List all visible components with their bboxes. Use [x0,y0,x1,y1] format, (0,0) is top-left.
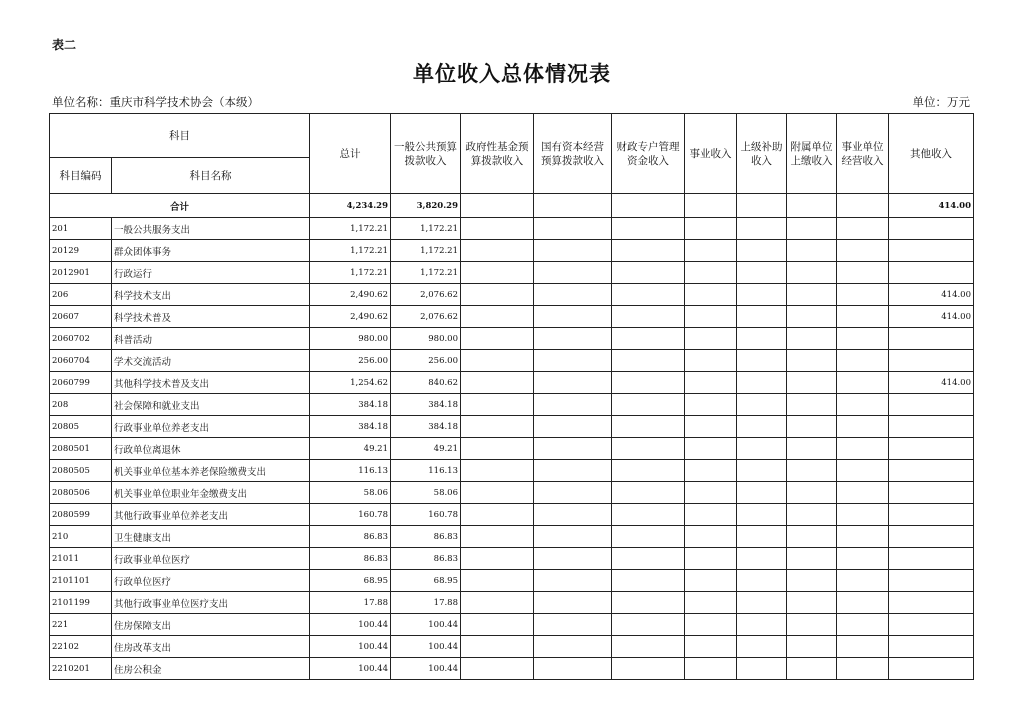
unit-name: 单位名称：重庆市科学技术协会（本级） [52,95,259,109]
row-name: 科学技术普及 [112,306,310,328]
row-other [889,504,974,526]
table-row [50,438,974,460]
total-other: 414.00 [889,194,974,218]
row-name: 其他科学技术普及支出 [112,372,310,394]
currency-unit: 单位：万元 [912,95,970,109]
row-general: 58.06 [391,482,461,504]
row-code: 21011 [50,548,112,570]
row-other [889,526,974,548]
row-general: 384.18 [391,394,461,416]
row-other [889,350,974,372]
table-row [50,416,974,438]
table-row [50,240,974,262]
row-total: 116.13 [310,460,391,482]
row-general: 980.00 [391,328,461,350]
row-code: 2101199 [50,592,112,614]
row-total: 2,490.62 [310,306,391,328]
page-title: 单位收入总体情况表 [413,61,611,86]
row-general: 49.21 [391,438,461,460]
header-other: 其他收入 [889,114,974,194]
row-general: 1,172.21 [391,218,461,240]
row-total: 100.44 [310,636,391,658]
row-other [889,592,974,614]
row-general: 100.44 [391,658,461,680]
row-code: 2080599 [50,504,112,526]
row-name: 卫生健康支出 [112,526,310,548]
header-gov-fund: 政府性基金预算拨款收入 [461,114,534,194]
row-total: 1,172.21 [310,218,391,240]
table-row [50,504,974,526]
row-total: 1,254.62 [310,372,391,394]
row-general: 1,172.21 [391,262,461,284]
row-other [889,394,974,416]
row-name: 行政事业单位养老支出 [112,416,310,438]
row-general: 256.00 [391,350,461,372]
row-total: 2,490.62 [310,284,391,306]
table-row [50,284,974,306]
income-table [49,113,974,680]
row-code: 210 [50,526,112,548]
row-other [889,548,974,570]
row-name: 一般公共服务支出 [112,218,310,240]
row-other [889,482,974,504]
table-row [50,570,974,592]
row-total: 100.44 [310,614,391,636]
header-affiliated-payment: 附属单位上缴收入 [787,114,837,194]
table-row [50,306,974,328]
row-code: 2080505 [50,460,112,482]
row-total: 1,172.21 [310,262,391,284]
table-number: 表二 [52,38,77,52]
row-general: 86.83 [391,548,461,570]
table-row [50,548,974,570]
row-code: 208 [50,394,112,416]
header-total: 总计 [310,114,391,194]
total-label: 合计 [50,194,310,218]
header-superior-subsidy: 上级补助收入 [737,114,787,194]
row-general: 68.95 [391,570,461,592]
row-general: 840.62 [391,372,461,394]
table-row [50,526,974,548]
row-general: 160.78 [391,504,461,526]
row-general: 384.18 [391,416,461,438]
table-row [50,328,974,350]
table-row [50,262,974,284]
header-subject-code: 科目编码 [50,158,112,194]
row-general: 2,076.62 [391,284,461,306]
table-row [50,394,974,416]
table-row [50,350,974,372]
row-name: 行政单位医疗 [112,570,310,592]
row-general: 116.13 [391,460,461,482]
row-code: 20805 [50,416,112,438]
row-name: 住房公积金 [112,658,310,680]
row-code: 2060702 [50,328,112,350]
row-general: 1,172.21 [391,240,461,262]
row-other [889,570,974,592]
table-row [50,372,974,394]
total-sum: 4,234.29 [310,194,391,218]
row-other [889,328,974,350]
row-other [889,614,974,636]
header-subject: 科目 [50,114,310,158]
row-name: 住房改革支出 [112,636,310,658]
row-total: 384.18 [310,394,391,416]
row-total: 68.95 [310,570,391,592]
row-code: 2060799 [50,372,112,394]
row-code: 20607 [50,306,112,328]
row-name: 科学技术支出 [112,284,310,306]
table-row [50,614,974,636]
row-other: 414.00 [889,372,974,394]
row-total: 1,172.21 [310,240,391,262]
row-name: 行政单位离退休 [112,438,310,460]
header-business: 事业收入 [685,114,737,194]
row-general: 100.44 [391,636,461,658]
total-general: 3,820.29 [391,194,461,218]
row-total: 86.83 [310,526,391,548]
table-row [50,218,974,240]
header-subject-name: 科目名称 [112,158,310,194]
row-total: 160.78 [310,504,391,526]
row-other [889,636,974,658]
header-operating: 事业单位经营收入 [837,114,889,194]
header-state-capital: 国有资本经营预算拨款收入 [534,114,612,194]
row-general: 17.88 [391,592,461,614]
row-code: 2080506 [50,482,112,504]
row-code: 206 [50,284,112,306]
row-total: 86.83 [310,548,391,570]
row-total: 256.00 [310,350,391,372]
row-general: 86.83 [391,526,461,548]
table-row [50,636,974,658]
row-name: 其他行政事业单位养老支出 [112,504,310,526]
row-name: 科普活动 [112,328,310,350]
row-other [889,460,974,482]
header-special-fund: 财政专户管理资金收入 [612,114,685,194]
row-total: 17.88 [310,592,391,614]
row-other: 414.00 [889,306,974,328]
row-other: 414.00 [889,284,974,306]
row-other [889,658,974,680]
row-name: 社会保障和就业支出 [112,394,310,416]
row-name: 群众团体事务 [112,240,310,262]
header-general-budget: 一般公共预算拨款收入 [391,114,461,194]
row-other [889,262,974,284]
row-code: 22102 [50,636,112,658]
row-general: 100.44 [391,614,461,636]
row-name: 学术交流活动 [112,350,310,372]
row-total: 49.21 [310,438,391,460]
row-code: 2210201 [50,658,112,680]
row-total: 384.18 [310,416,391,438]
row-other [889,240,974,262]
row-code: 20129 [50,240,112,262]
row-code: 201 [50,218,112,240]
row-total: 980.00 [310,328,391,350]
row-name: 机关事业单位基本养老保险缴费支出 [112,460,310,482]
row-code: 2060704 [50,350,112,372]
row-code: 2012901 [50,262,112,284]
row-total: 100.44 [310,658,391,680]
row-other [889,416,974,438]
table-row [50,482,974,504]
table-row [50,658,974,680]
row-name: 机关事业单位职业年金缴费支出 [112,482,310,504]
table-row [50,460,974,482]
total-row [50,194,974,218]
row-total: 58.06 [310,482,391,504]
row-name: 其他行政事业单位医疗支出 [112,592,310,614]
row-code: 2080501 [50,438,112,460]
table-row [50,592,974,614]
row-name: 住房保障支出 [112,614,310,636]
row-code: 221 [50,614,112,636]
row-other [889,438,974,460]
row-other [889,218,974,240]
row-name: 行政运行 [112,262,310,284]
row-code: 2101101 [50,570,112,592]
row-name: 行政事业单位医疗 [112,548,310,570]
row-general: 2,076.62 [391,306,461,328]
